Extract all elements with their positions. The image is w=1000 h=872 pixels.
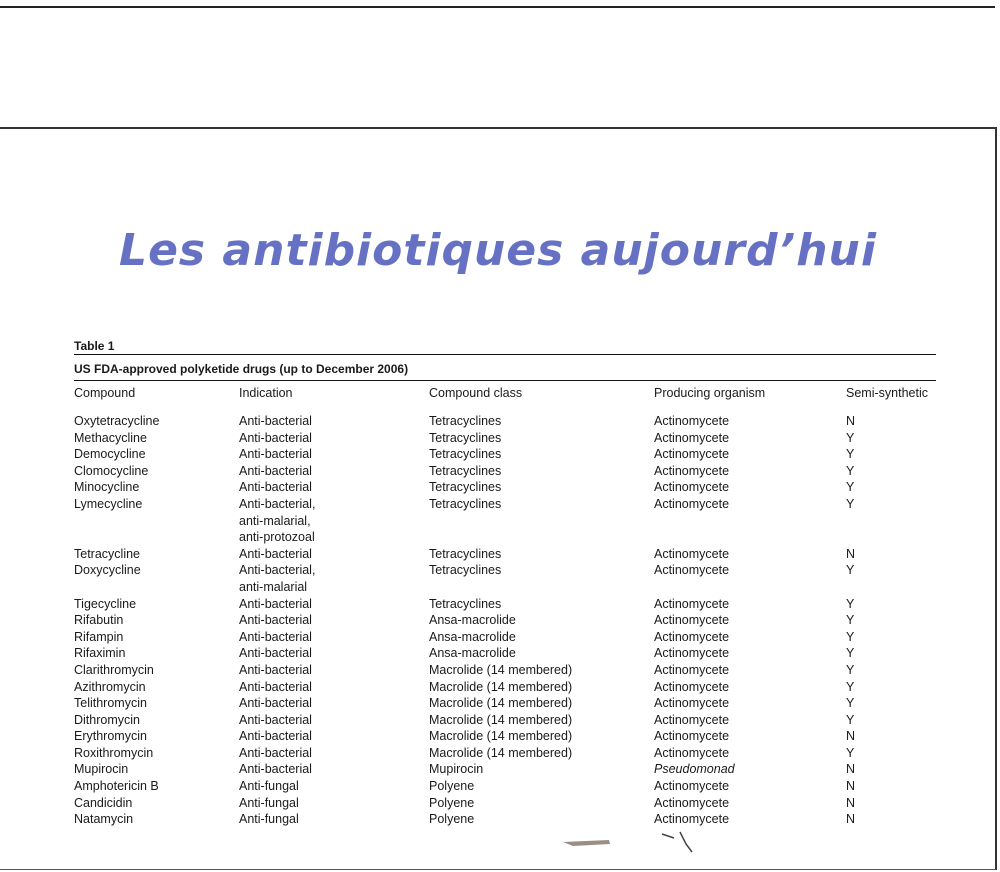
cell-compound-class: Tetracyclines bbox=[429, 480, 502, 495]
cell-compound: Amphotericin B bbox=[74, 779, 159, 794]
header-compound: Compound bbox=[74, 386, 136, 400]
cell-semi-synthetic: N bbox=[846, 779, 856, 794]
table-row bbox=[74, 695, 936, 712]
cell-semi-synthetic: Y bbox=[846, 463, 855, 478]
table-label: Table 1 bbox=[74, 339, 115, 353]
cell-compound-class: Tetracyclines bbox=[429, 563, 502, 578]
cell-producing-organism: Actinomycete bbox=[654, 596, 730, 611]
table-row bbox=[74, 662, 936, 679]
cell-compound-class: Polyene bbox=[429, 779, 475, 794]
cell-producing-organism: Actinomycete bbox=[654, 563, 730, 578]
table-row bbox=[74, 745, 936, 762]
cell-compound-class: Ansa-macrolide bbox=[429, 629, 516, 644]
cell-indication: Anti-bacterial bbox=[239, 613, 312, 628]
cell-producing-organism: Actinomycete bbox=[654, 629, 730, 644]
cell-compound-class: Macrolide (14 membered) bbox=[429, 712, 573, 727]
cell-indication: Anti-fungal bbox=[239, 795, 299, 810]
cell-producing-organism: Actinomycete bbox=[654, 812, 730, 827]
scan-smudge bbox=[563, 838, 611, 847]
cell-producing-organism: Actinomycete bbox=[654, 414, 730, 428]
cell-semi-synthetic: N bbox=[846, 812, 856, 827]
cell-producing-organism: Actinomycete bbox=[654, 662, 730, 677]
cell-indication: Anti-bacterial, anti-malarial bbox=[239, 563, 316, 594]
cell-indication: Anti-bacterial bbox=[239, 646, 312, 661]
cell-compound: Natamycin bbox=[74, 812, 134, 827]
cell-compound: Democycline bbox=[74, 447, 146, 462]
table-subtitle: US FDA-approved polyketide drugs (up to December 2006) bbox=[74, 362, 409, 376]
cell-compound-class: Ansa-macrolide bbox=[429, 646, 516, 661]
cell-indication: Anti-bacterial bbox=[239, 447, 312, 462]
cell-semi-synthetic: N bbox=[846, 414, 856, 428]
cell-indication: Anti-bacterial bbox=[239, 596, 312, 611]
table-row bbox=[74, 463, 936, 480]
cell-indication: Anti-bacterial bbox=[239, 729, 312, 744]
cell-producing-organism: Pseudomonad bbox=[654, 762, 735, 777]
cell-semi-synthetic: Y bbox=[846, 447, 855, 462]
slide-title: Les antibiotiques aujourd’hui bbox=[119, 225, 877, 276]
cell-compound: Clomocycline bbox=[74, 463, 149, 478]
table-body bbox=[74, 406, 936, 828]
cell-producing-organism: Actinomycete bbox=[654, 795, 730, 810]
cell-indication: Anti-bacterial bbox=[239, 414, 312, 428]
cell-producing-organism: Actinomycete bbox=[654, 729, 730, 744]
cell-compound: Rifaximin bbox=[74, 646, 126, 661]
cell-semi-synthetic: Y bbox=[846, 563, 855, 578]
cell-compound: Clarithromycin bbox=[74, 662, 154, 677]
cell-compound: Telithromycin bbox=[74, 696, 147, 711]
cell-semi-synthetic: Y bbox=[846, 596, 855, 611]
cell-compound-class: Mupirocin bbox=[429, 762, 484, 777]
cell-indication: Anti-bacterial bbox=[239, 712, 312, 727]
table-row bbox=[74, 430, 936, 447]
cell-semi-synthetic: Y bbox=[846, 646, 855, 661]
cell-producing-organism: Actinomycete bbox=[654, 430, 730, 445]
cell-compound-class: Tetracyclines bbox=[429, 414, 502, 428]
cell-compound-class: Macrolide (14 membered) bbox=[429, 696, 573, 711]
cell-indication: Anti-fungal bbox=[239, 812, 299, 827]
cell-indication: Anti-bacterial bbox=[239, 696, 312, 711]
cell-compound: Mupirocin bbox=[74, 762, 129, 777]
cell-semi-synthetic: N bbox=[846, 729, 856, 744]
cell-indication: Anti-bacterial bbox=[239, 762, 312, 777]
cell-compound-class: Macrolide (14 membered) bbox=[429, 745, 573, 760]
table-row bbox=[74, 612, 936, 629]
cell-compound: Lymecycline bbox=[74, 496, 143, 511]
cell-producing-organism: Actinomycete bbox=[654, 480, 730, 495]
cell-compound: Tetracycline bbox=[74, 546, 140, 561]
cell-compound-class: Polyene bbox=[429, 795, 475, 810]
table-top-rule bbox=[74, 354, 936, 355]
cell-compound: Minocycline bbox=[74, 480, 140, 495]
cell-semi-synthetic: Y bbox=[846, 613, 855, 628]
table-row bbox=[74, 496, 936, 546]
cell-producing-organism: Actinomycete bbox=[654, 712, 730, 727]
cell-semi-synthetic: Y bbox=[846, 496, 855, 511]
cell-compound-class: Ansa-macrolide bbox=[429, 613, 516, 628]
cell-compound: Oxytetracycline bbox=[74, 414, 160, 428]
table-row bbox=[74, 562, 936, 595]
cell-indication: Anti-bacterial bbox=[239, 745, 312, 760]
table-row bbox=[74, 712, 936, 729]
header-indication: Indication bbox=[239, 386, 293, 400]
cell-producing-organism: Actinomycete bbox=[654, 696, 730, 711]
table-row bbox=[74, 596, 936, 613]
header-producing-organism: Producing organism bbox=[654, 386, 766, 400]
table-block bbox=[74, 339, 936, 828]
table-row bbox=[74, 479, 936, 496]
cell-indication: Anti-bacterial bbox=[239, 629, 312, 644]
cell-compound: Methacycline bbox=[74, 430, 147, 445]
table-row bbox=[74, 406, 936, 430]
cell-producing-organism: Actinomycete bbox=[654, 646, 730, 661]
cell-semi-synthetic: Y bbox=[846, 662, 855, 677]
cell-semi-synthetic: Y bbox=[846, 745, 855, 760]
cell-compound: Erythromycin bbox=[74, 729, 147, 744]
cell-indication: Anti-fungal bbox=[239, 779, 299, 794]
header-compound-class: Compound class bbox=[429, 386, 523, 400]
cell-compound: Roxithromycin bbox=[74, 745, 154, 760]
table-row bbox=[74, 446, 936, 463]
scan-speck bbox=[660, 828, 696, 854]
cell-semi-synthetic: Y bbox=[846, 696, 855, 711]
cell-indication: Anti-bacterial bbox=[239, 430, 312, 445]
cell-compound-class: Tetracyclines bbox=[429, 430, 502, 445]
table-row bbox=[74, 778, 936, 795]
cell-semi-synthetic: N bbox=[846, 546, 856, 561]
cell-compound-class: Tetracyclines bbox=[429, 447, 502, 462]
table-row bbox=[74, 795, 936, 812]
cell-producing-organism: Actinomycete bbox=[654, 745, 730, 760]
cell-compound: Dithromycin bbox=[74, 712, 140, 727]
cell-producing-organism: Actinomycete bbox=[654, 496, 730, 511]
cell-compound: Doxycycline bbox=[74, 563, 141, 578]
table-header-row bbox=[74, 381, 936, 406]
cell-semi-synthetic: N bbox=[846, 795, 856, 810]
cell-indication: Anti-bacterial bbox=[239, 662, 312, 677]
table-row bbox=[74, 728, 936, 745]
cell-producing-organism: Actinomycete bbox=[654, 546, 730, 561]
cell-semi-synthetic: N bbox=[846, 762, 856, 777]
cell-compound: Tigecycline bbox=[74, 596, 137, 611]
cell-compound-class: Macrolide (14 membered) bbox=[429, 729, 573, 744]
cell-compound-class: Tetracyclines bbox=[429, 496, 502, 511]
table-row bbox=[74, 645, 936, 662]
cell-semi-synthetic: Y bbox=[846, 712, 855, 727]
cell-compound-class: Macrolide (14 membered) bbox=[429, 662, 573, 677]
cell-compound-class: Tetracyclines bbox=[429, 463, 502, 478]
cell-producing-organism: Actinomycete bbox=[654, 779, 730, 794]
cell-compound: Rifabutin bbox=[74, 613, 124, 628]
header-semi-synthetic: Semi-synthetic bbox=[846, 386, 928, 400]
table-row bbox=[74, 546, 936, 563]
table-row bbox=[74, 811, 936, 828]
cell-indication: Anti-bacterial bbox=[239, 480, 312, 495]
cell-compound: Azithromycin bbox=[74, 679, 146, 694]
table-row bbox=[74, 679, 936, 696]
cell-producing-organism: Actinomycete bbox=[654, 613, 730, 628]
cell-producing-organism: Actinomycete bbox=[654, 679, 730, 694]
cell-semi-synthetic: Y bbox=[846, 679, 855, 694]
cell-producing-organism: Actinomycete bbox=[654, 447, 730, 462]
cell-indication: Anti-bacterial bbox=[239, 546, 312, 561]
cell-semi-synthetic: Y bbox=[846, 430, 855, 445]
page-top-rule bbox=[0, 0, 995, 8]
cell-compound-class: Polyene bbox=[429, 812, 475, 827]
cell-compound-class: Macrolide (14 membered) bbox=[429, 679, 573, 694]
cell-semi-synthetic: Y bbox=[846, 629, 855, 644]
drug-table bbox=[74, 381, 936, 828]
cell-compound-class: Tetracyclines bbox=[429, 546, 502, 561]
cell-indication: Anti-bacterial, anti-malarial, anti-protozoal bbox=[239, 496, 316, 545]
cell-semi-synthetic: Y bbox=[846, 480, 855, 495]
cell-producing-organism: Actinomycete bbox=[654, 463, 730, 478]
table-row bbox=[74, 761, 936, 778]
cell-indication: Anti-bacterial bbox=[239, 463, 312, 478]
cell-compound: Rifampin bbox=[74, 629, 124, 644]
cell-indication: Anti-bacterial bbox=[239, 679, 312, 694]
cell-compound: Candicidin bbox=[74, 795, 133, 810]
table-row bbox=[74, 629, 936, 646]
cell-compound-class: Tetracyclines bbox=[429, 596, 502, 611]
